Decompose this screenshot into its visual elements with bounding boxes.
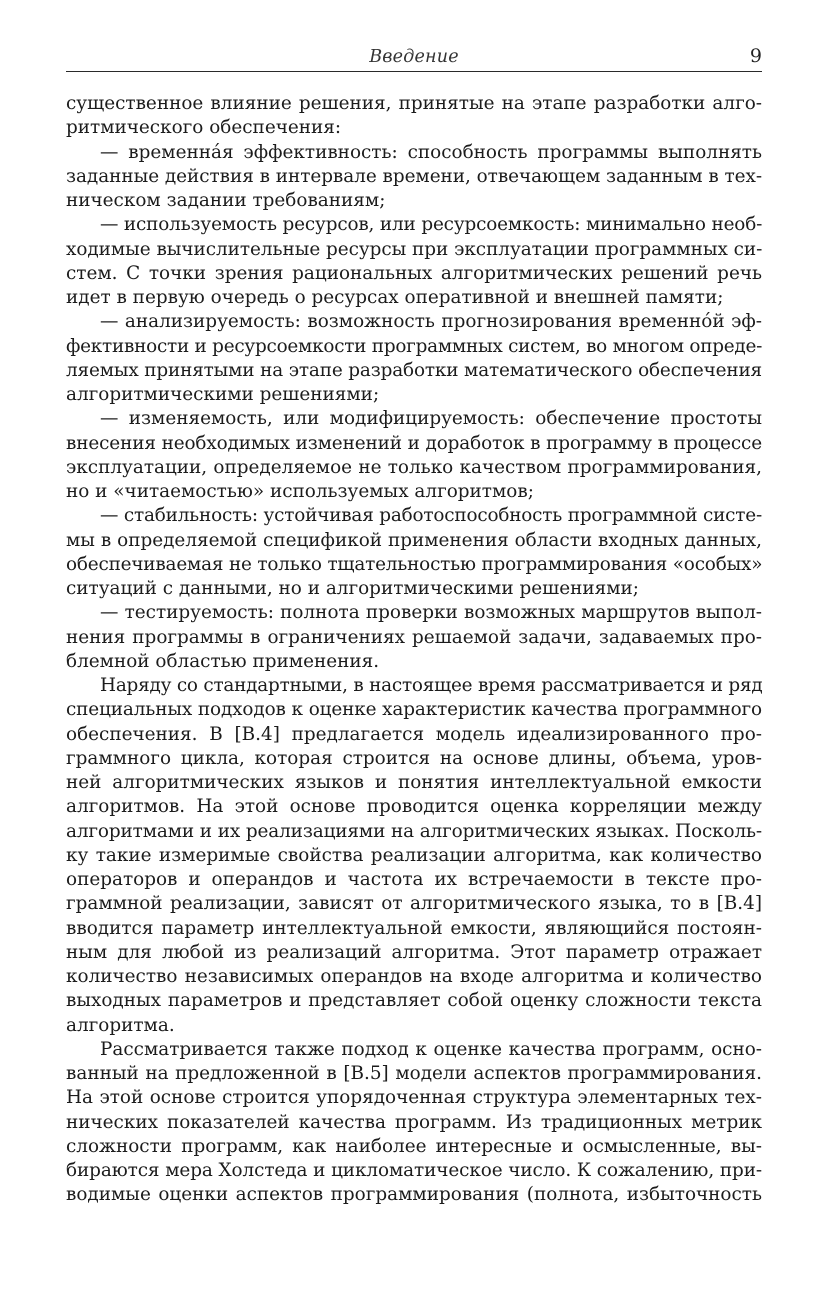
running-head <box>66 44 762 70</box>
text-line: обеспечения. В [В.4] предлагается модель идеализированного про- <box>66 723 762 745</box>
page-number: 9 <box>749 45 762 67</box>
text-line: количество независимых операндов на входе алгоритма и количество <box>66 966 762 987</box>
text-line: граммного цикла, которая строится на основе длины, объема, уров- <box>66 747 762 769</box>
text-line: обеспечиваемая не только тщательностью программирования «особых» <box>66 553 763 575</box>
text-line: водимые оценки аспектов программирования (полнота, избыточность <box>66 1184 762 1206</box>
text-line: но и «читаемостью» используемых алгоритмов; <box>66 481 534 502</box>
text-line: эксплуатации, определяемое не только качеством программирования, <box>66 456 762 478</box>
text-line: ным для любой из реализаций алгоритма. Этот параметр отражает <box>66 941 762 963</box>
text-line: ходимые вычислительные ресурсы при эксплуатации программных си- <box>66 238 763 260</box>
text-line: операторов и операндов и частота их встречаемости в тексте про- <box>66 869 762 890</box>
text-line: нических показателей качества программ. Из традиционных метрик <box>66 1111 762 1133</box>
text-line: мы в определяемой спецификой применения области входных данных, <box>66 529 762 551</box>
text-line: стем. С точки зрения рациональных алгоритмических решений речь <box>66 262 762 284</box>
text-line: ситуаций с данными, но и алгоритмическими решениями; <box>66 578 639 599</box>
text-line: специальных подходов к оценке характеристик качества программного <box>66 699 762 721</box>
section-title: Введение <box>369 47 459 67</box>
text-line: — стабильность: устойчивая работоспособность программной систе- <box>100 505 762 527</box>
text-line: сложности программ, как наиболее интересные и осмысленные, вы- <box>66 1135 762 1157</box>
text-line: ническом задании требованиям; <box>66 190 386 211</box>
text-line: существенное влияние решения, принятые на этапе разработки алго- <box>66 93 762 114</box>
text-line: ванный на предложенной в [В.5] модели аспектов программирования. <box>66 1063 762 1084</box>
text-line: ритмического обеспечения: <box>66 117 342 139</box>
text-line: выходных параметров и представляет собой оценку сложности текста <box>66 990 762 1012</box>
text-line: — изменяемость, или модифицируемость: обеспечение простоты <box>100 408 762 430</box>
text-line: граммной реализации, зависят от алгоритмического языка, то в [В.4] <box>66 893 762 915</box>
text-line: На этой основе строится упорядоченная структура элементарных тех- <box>66 1087 762 1109</box>
text-line: — используемость ресурсов, или ресурсоемкость: минимально необ- <box>100 214 763 236</box>
text-line: ней алгоритмических языков и понятия интеллектуальной емкости <box>66 772 762 793</box>
text-line: — временна́я эффективность: способность программы выполнять <box>100 141 762 163</box>
text-line: заданные действия в интервале времени, отвечающем заданным в тех- <box>66 165 763 187</box>
text-line: вводится параметр интеллектуальной емкости, являющийся постоян- <box>66 917 762 939</box>
body-text <box>66 92 762 1208</box>
text-line: фективности и ресурсоемкости программных систем, во многом опреде- <box>66 335 763 357</box>
text-line: идет в первую очередь о ресурсах оперативной и внешней памяти; <box>66 287 724 308</box>
text-line: — тестируемость: полнота проверки возможных маршрутов выпол- <box>100 602 762 624</box>
text-line: блемной областью применения. <box>66 650 380 672</box>
header-rule <box>66 71 762 72</box>
text-line: алгоритмами и их реализациями на алгоритмических языках. Посколь- <box>66 820 762 842</box>
text-line: бираются мера Холстеда и цикломатическое число. К сожалению, при- <box>66 1160 762 1181</box>
text-line: — анализируемость: возможность прогнозирования временно́й эф- <box>100 311 762 333</box>
text-line: алгоритмов. На этой основе проводится оценка корреляции между <box>66 796 762 818</box>
text-line: ляемых принятыми на этапе разработки математического обеспечения <box>66 359 762 381</box>
text-line: внесения необходимых изменений и доработок в программу в процессе <box>66 432 762 454</box>
text-line: алгоритмическими решениями; <box>66 384 380 405</box>
text-line: ку такие измеримые свойства реализации алгоритма, как количество <box>66 844 762 866</box>
text-line: Наряду со стандартными, в настоящее время рассматривается и ряд <box>100 675 763 696</box>
text-line: Рассматривается также подход к оценке качества программ, осно- <box>100 1038 762 1060</box>
text-line: алгоритма. <box>66 1014 175 1036</box>
text-line: нения программы в ограничениях решаемой задачи, задаваемых про- <box>66 626 762 648</box>
